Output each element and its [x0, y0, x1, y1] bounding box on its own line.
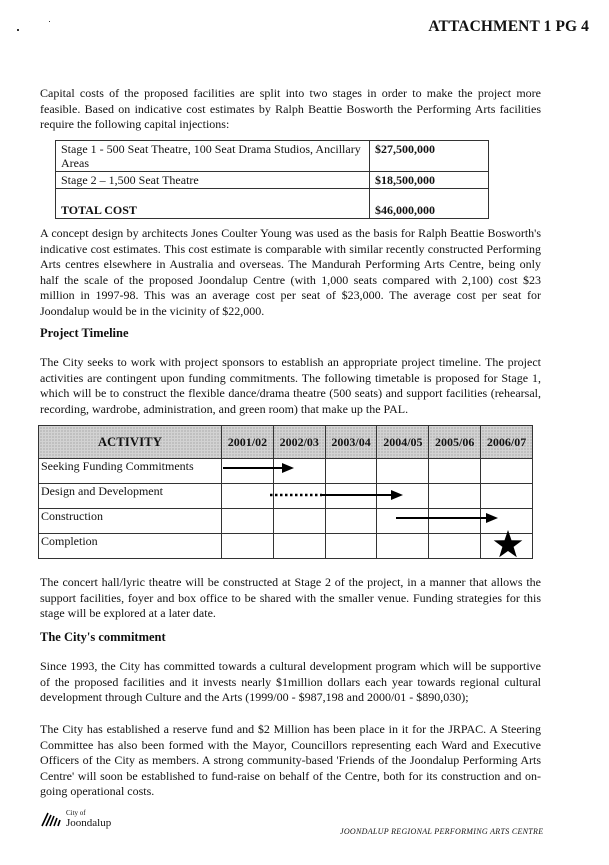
timeline-header-row: [39, 426, 533, 459]
cost-row: [56, 172, 489, 189]
paragraph-capital-costs: Capital costs of the proposed facilities are split into two stages in order to make the project more feasible. Based on indicative cost estimates by Ralph Beattie Bosworth the Performing Arts facilities require the following capital injections:: [40, 86, 541, 131]
year-header: 2004/05: [377, 426, 429, 459]
year-header: 2001/02: [222, 426, 274, 459]
cost-label: Stage 1 - 500 Seat Theatre, 100 Seat Drama Studios, Ancillary Areas: [56, 141, 370, 172]
timeline-row: [39, 534, 533, 559]
activity-label: Design and Development: [39, 484, 222, 509]
paragraph-stage-2: The concert hall/lyric theatre will be constructed at Stage 2 of the project, in a manner that allows the support facilities, foyer and box office to be shared with the smaller venue. Funding strategies for this stage will be explored at a later date.: [40, 575, 541, 620]
cost-row: [56, 141, 489, 172]
timeline-table: [38, 425, 533, 559]
city-logo-icon: [40, 810, 62, 828]
cost-amount: $18,500,000: [370, 172, 489, 189]
joondalup-logo: [40, 809, 111, 829]
activity-label: Completion: [39, 534, 222, 559]
activity-header: ACTIVITY: [39, 426, 222, 459]
activity-label: Construction: [39, 509, 222, 534]
footer-centre-name: JOONDALUP REGIONAL PERFORMING ARTS CENTRE: [340, 827, 544, 836]
cost-total-row: [56, 189, 489, 219]
scan-speck: [17, 29, 19, 31]
logo-joondalup: Joondalup: [66, 817, 112, 829]
paragraph-timeline-intro: The City seeks to work with project sponsors to establish an appropriate project timeline. The project activities are contingent upon funding commitments. The following timetable is proposed for Stage 1, which will be to construct the flexible dance/drama theatre (500 seats) and support facilities (rehearsal, recording, wardrobe, administration, and green room) that make up the PAL.: [40, 355, 541, 416]
paragraph-reserve-fund: The City has established a reserve fund and $2 Million has been place in it for the JRPAC. A Steering Committee has also been formed with the Mayor, Councillors representing each Ward and Executive Officers of the City as members. A strong community-based 'Friends of the Joondalup Performing Arts Centre' will soon be established to fund-raise on behalf of the Centre, both for its construction and on-going operational costs.: [40, 722, 541, 798]
heading-project-timeline: Project Timeline: [40, 326, 129, 340]
year-header: 2003/04: [325, 426, 377, 459]
year-header: 2002/03: [273, 426, 325, 459]
scan-speck: [49, 21, 50, 22]
paragraph-concept-design: A concept design by architects Jones Coulter Young was used as the basis for Ralph Beattie Bosworth's indicative cost estimates. This cost estimate is comparable with similar recently constructed Performing Arts centres elsewhere in Australia and overseas. The Mandurah Performing Arts Centre, being only half the scale of the proposed Joondalup Centre (with 1,000 seats compared with 2,100) cost $23 million in 1997-98. This was an average cost per seat of $23,000. The average cost per seat for Joondalup would be in the vicinity of $22,000.: [40, 226, 541, 318]
attachment-header: ATTACHMENT 1 PG 4: [428, 18, 589, 35]
cost-amount: $27,500,000: [370, 141, 489, 172]
total-amount: $46,000,000: [370, 189, 489, 219]
capital-cost-table: [55, 140, 489, 219]
cost-label: Stage 2 – 1,500 Seat Theatre: [56, 172, 370, 189]
heading-city-commitment: The City's commitment: [40, 630, 166, 644]
timeline-row: [39, 459, 533, 484]
total-label: TOTAL COST: [56, 189, 370, 219]
year-header: 2006/07: [481, 426, 533, 459]
activity-label: Seeking Funding Commitments: [39, 459, 222, 484]
timeline-row: [39, 484, 533, 509]
timeline-row: [39, 509, 533, 534]
paragraph-cultural-program: Since 1993, the City has committed towards a cultural development program which will be supportive of the proposed facilities and it invests nearly $1million dollars each year towards regional cultural development through Culture and the Arts (1999/00 - $987,198 and 2000/01 - $890,030);: [40, 659, 541, 704]
year-header: 2005/06: [429, 426, 481, 459]
logo-city-of: City of: [66, 809, 86, 817]
